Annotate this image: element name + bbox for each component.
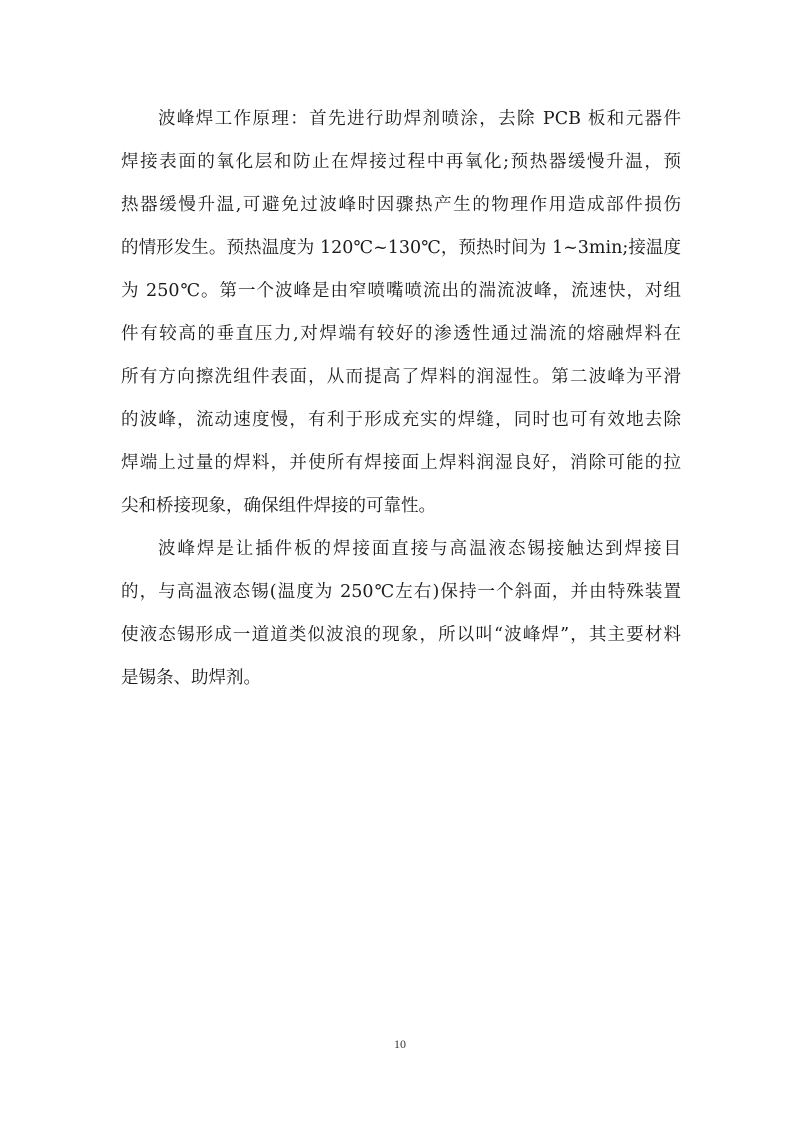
body-text	[121, 98, 681, 700]
text-line: 件有较高的垂直压力,对焊端有较好的渗透性通过湍流的熔融焊料在	[121, 324, 681, 344]
text-line: 焊端上过量的焊料，并使所有焊接面上焊料润湿良好，消除可能的拉	[121, 453, 681, 473]
text-line: 波峰焊工作原理：首先进行助焊剂喷涂，去除 PCB 板和元器件	[158, 109, 681, 129]
text-line: 波峰焊是让插件板的焊接面直接与高温液态锡接触达到焊接目	[158, 539, 681, 559]
text-line: 的波峰，流动速度慢，有利于形成充实的焊缝，同时也可有效地去除	[121, 410, 681, 430]
text-line: 焊接表面的氧化层和防止在焊接过程中再氧化;预热器缓慢升温，预	[121, 152, 681, 172]
text-line: 是锡条、助焊剂。	[121, 668, 261, 688]
text-line: 为 250℃。第一个波峰是由窄喷嘴喷流出的湍流波峰，流速快，对组	[121, 281, 681, 301]
text-line: 的情形发生。预热温度为 120℃~130℃，预热时间为 1~3min;接温度	[121, 238, 681, 258]
text-line: 的，与高温液态锡(温度为 250℃左右)保持一个斜面，并由特殊装置	[121, 582, 681, 602]
text-line: 尖和桥接现象，确保组件焊接的可靠性。	[121, 496, 436, 516]
paragraph-wave-soldering-definition	[121, 528, 681, 700]
page-number: 10	[394, 1037, 406, 1051]
text-line: 所有方向擦洗组件表面，从而提高了焊料的润湿性。第二波峰为平滑	[121, 367, 681, 387]
paragraph-wave-soldering-principle	[121, 98, 681, 528]
text-line: 热器缓慢升温,可避免过波峰时因骤热产生的物理作用造成部件损伤	[121, 195, 681, 215]
text-line: 使液态锡形成一道道类似波浪的现象，所以叫“波峰焊”，其主要材料	[121, 625, 681, 645]
